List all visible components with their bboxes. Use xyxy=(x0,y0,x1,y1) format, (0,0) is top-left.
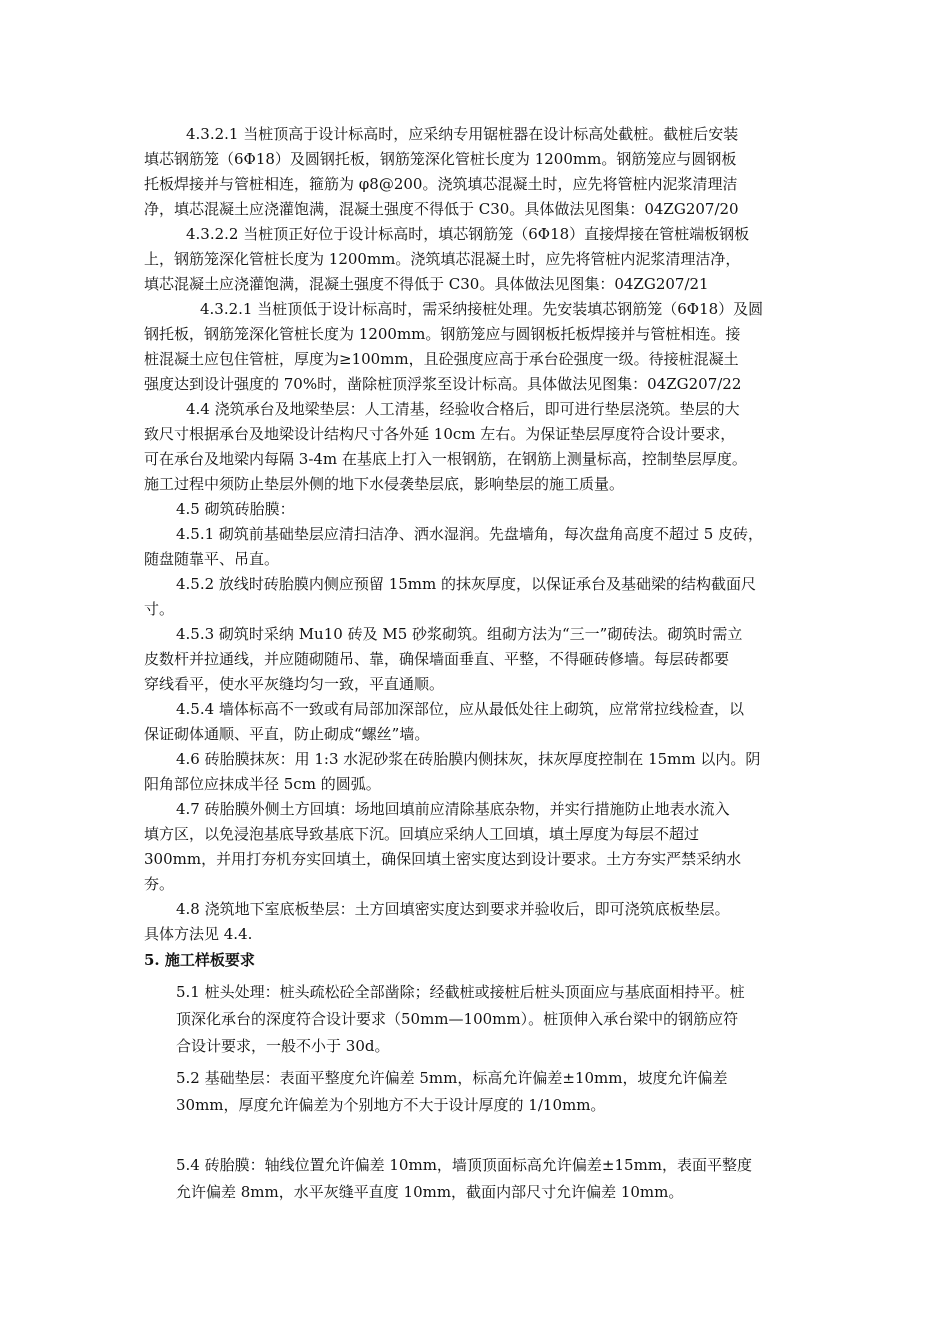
paragraph-4-3-2-1-below xyxy=(144,297,763,397)
paragraph-4-5-4 xyxy=(144,697,744,747)
text-line: 寸。 xyxy=(144,600,175,618)
text-line: 允许偏差 8mm，水平灰缝平直度 10mm，截面内部尺寸允许偏差 10mm。 xyxy=(176,1183,684,1201)
text-line: 阳角部位应抹成半径 5cm 的圆弧。 xyxy=(144,775,381,793)
paragraph-4-3-2-2 xyxy=(144,222,749,297)
text-line: 填芯钢筋笼（6Φ18）及圆钢托板，钢筋笼深化管桩长度为 1200mm。钢筋笼应与圆钢板 xyxy=(144,150,737,168)
text-line: 致尺寸根据承台及地梁设计结构尺寸各外延 10cm 左右。为保证垫层厚度符合设计要求， xyxy=(144,425,736,443)
paragraph-4-3-2-1-above xyxy=(144,122,739,222)
section-5-heading xyxy=(144,948,255,973)
paragraph-5-1 xyxy=(176,979,745,1060)
text-line: 可在承台及地梁内每隔 3-4m 在基底上打入一根钢筋，在钢筋上测量标高，控制垫层厚度。 xyxy=(144,450,747,468)
text-line: 穿线看平，使水平灰缝均匀一致，平直通顺。 xyxy=(144,675,445,693)
text-line: 4.3.2.1 当桩顶高于设计标高时，应采纳专用锯桩器在设计标高处截桩。截桩后安装 xyxy=(186,125,739,143)
text-line: 4.3.2.1 当桩顶低于设计标高时，需采纳接桩处理。先安装填芯钢筋笼（6Φ18）及圆 xyxy=(200,300,764,318)
text-line: 4.4 浇筑承台及地梁垫层：人工清基，经验收合格后，即可进行垫层浇筑。垫层的大 xyxy=(186,400,740,418)
text-line: 顶深化承台的深度符合设计要求（50mm—100mm）。桩顶伸入承台梁中的钢筋应符 xyxy=(176,1010,739,1028)
text-line: 4.5 砌筑砖胎膜： xyxy=(176,500,295,518)
paragraph-4-4 xyxy=(144,397,747,497)
text-line: 4.5.4 墙体标高不一致或有局部加深部位，应从最低处往上砌筑，应常常拉线检查，以 xyxy=(176,700,744,718)
text-line: 4.7 砖胎膜外侧土方回填：场地回填前应清除基底杂物，并实行措施防止地表水流入 xyxy=(176,800,730,818)
text-line: 皮数杆并拉通线，并应随砌随吊、靠，确保墙面垂直、平整，不得砸砖修墙。每层砖都要 xyxy=(144,650,730,668)
text-line: 夯。 xyxy=(144,875,175,893)
text-line: 上，钢筋笼深化管桩长度为 1200mm。浇筑填芯混凝土时，应先将管桩内泥浆清理洁净， xyxy=(144,250,741,268)
text-line: 具体方法见 4.4. xyxy=(144,925,253,943)
text-line: 4.5.3 砌筑时采纳 Mu10 砖及 M5 砂浆砌筑。组砌方法为“三一”砌砖法。砌筑时需立 xyxy=(176,625,743,643)
text-line: 桩混凝土应包住管桩，厚度为≥100mm，且砼强度应高于承台砼强度一级。待接桩混凝土 xyxy=(144,350,739,368)
paragraph-5-2 xyxy=(176,1065,728,1119)
paragraph-4-8 xyxy=(144,897,730,947)
text-line: 4.8 浇筑地下室底板垫层：土方回填密实度达到要求并验收后，即可浇筑底板垫层。 xyxy=(176,900,730,918)
paragraph-4-6 xyxy=(144,747,760,797)
text-line: 随盘随靠平、吊直。 xyxy=(144,550,280,568)
text-line: 净，填芯混凝土应浇灌饱满，混凝土强度不得低于 C30。具体做法见图集：04ZG207/20 xyxy=(144,200,739,218)
text-line: 4.5.2 放线时砖胎膜内侧应预留 15mm 的抹灰厚度，以保证承台及基础梁的结构截面尺 xyxy=(176,575,757,593)
text-line: 5.2 基础垫层：表面平整度允许偏差 5mm，标高允许偏差±10mm，坡度允许偏差 xyxy=(176,1069,728,1087)
paragraph-4-5-1 xyxy=(144,522,763,572)
paragraph-4-5-3 xyxy=(144,622,742,697)
paragraph-5-4 xyxy=(176,1152,752,1206)
text-line: 强度达到设计强度的 70%时，凿除桩顶浮浆至设计标高。具体做法见图集：04ZG207/22 xyxy=(144,375,742,393)
text-line: 30mm，厚度允许偏差为个别地方不大于设计厚度的 1/10mm。 xyxy=(176,1096,606,1114)
text-line: 5.1 桩头处理：桩头疏松砼全部凿除；经截桩或接桩后桩头顶面应与基底面相持平。桩 xyxy=(176,983,745,1001)
text-line: 填芯混凝土应浇灌饱满，混凝土强度不得低于 C30。具体做法见图集：04ZG207/21 xyxy=(144,275,709,293)
text-line: 合设计要求，一般不小于 30d。 xyxy=(176,1037,390,1055)
text-line: 钢托板，钢筋笼深化管桩长度为 1200mm。钢筋笼应与圆钢板托板焊接并与管桩相连。接 xyxy=(144,325,741,343)
text-line: 4.3.2.2 当桩顶正好位于设计标高时，填芯钢筋笼（6Φ18）直接焊接在管桩端板钢板 xyxy=(186,225,750,243)
text-line: 保证砌体通顺、平直，防止砌成“螺丝”墙。 xyxy=(144,725,430,743)
text-line: 4.5.1 砌筑前基础垫层应清扫洁净、洒水湿润。先盘墙角，每次盘角高度不超过 5 皮砖， xyxy=(176,525,764,543)
paragraph-4-7 xyxy=(144,797,741,897)
paragraph-4-5-2 xyxy=(144,572,756,622)
text-line: 托板焊接并与管桩相连，箍筋为 φ8@200。浇筑填芯混凝土时，应先将管桩内泥浆清理洁 xyxy=(144,175,738,193)
text-line: 5.4 砖胎膜：轴线位置允许偏差 10mm，墙顶顶面标高允许偏差±15mm，表面平整度 xyxy=(176,1156,753,1174)
text-line: 4.6 砖胎膜抹灰：用 1:3 水泥砂浆在砖胎膜内侧抹灰，抹灰厚度控制在 15mm 以内。阴 xyxy=(176,750,761,768)
heading-text: 5. 施工样板要求 xyxy=(144,951,255,969)
text-line: 施工过程中须防止垫层外侧的地下水侵袭垫层底，影响垫层的施工质量。 xyxy=(144,475,625,493)
text-line: 填方区，以免浸泡基底导致基底下沉。回填应采纳人工回填，填土厚度为每层不超过 xyxy=(144,825,700,843)
text-line: 300mm，并用打夯机夯实回填土，确保回填土密实度达到设计要求。土方夯实严禁采纳水 xyxy=(144,850,742,868)
paragraph-4-5 xyxy=(144,497,295,522)
